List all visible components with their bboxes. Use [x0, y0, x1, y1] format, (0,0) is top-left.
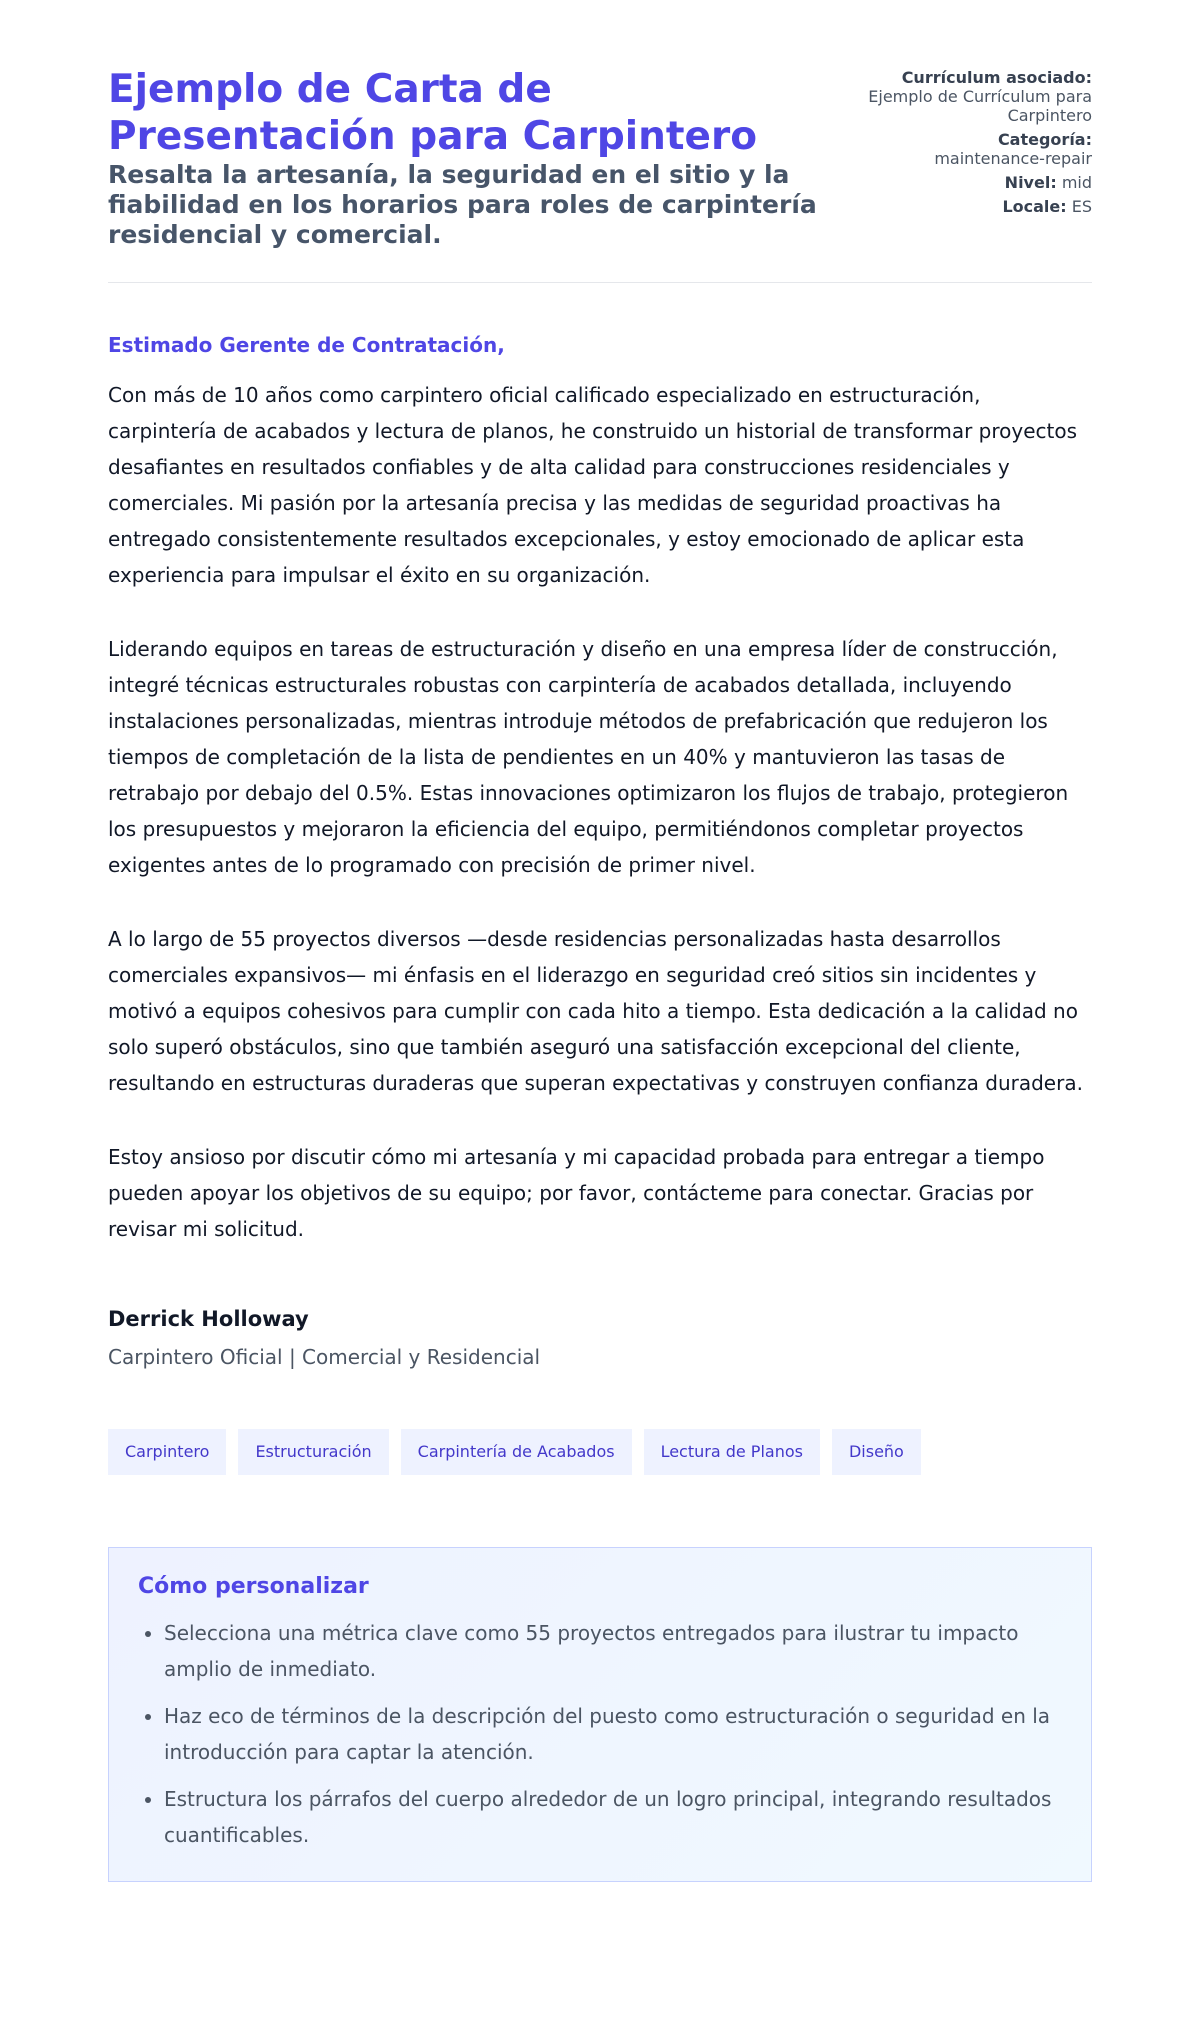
- document-header: [108, 60, 1092, 283]
- meta-level: [841, 173, 1092, 192]
- tip-item: • Selecciona una métrica clave como 55 proyectos entregados para ilustrar tu impacto amplio de inmediato.: [164, 1615, 1062, 1687]
- salutation: Estimado Gerente de Contratación,: [108, 333, 505, 357]
- tag-chip[interactable]: Carpintero: [108, 1429, 226, 1475]
- signature-name: Derrick Holloway: [108, 1307, 309, 1331]
- meta-locale-label: Locale:: [1002, 197, 1067, 216]
- tips-title: Cómo personalizar: [138, 1574, 369, 1599]
- page-subtitle: Resalta la artesanía, la seguridad en el sitio y la fiabilidad en los horarios para roles de carpintería residencial y comercial.: [108, 160, 817, 249]
- meta-locale-value: ES: [1071, 197, 1092, 216]
- meta-locale: [841, 197, 1092, 216]
- meta-category-label: Categoría:: [997, 130, 1092, 149]
- meta-resume-link[interactable]: Ejemplo de Currículum para Carpintero: [868, 87, 1092, 125]
- page-title: Ejemplo de Carta de Presentación para Carpintero: [108, 67, 757, 159]
- tip-item: • Haz eco de términos de la descripción del puesto como estructuración o seguridad en la introducción para captar la atención.: [164, 1698, 1062, 1770]
- meta-resume: [841, 68, 1092, 125]
- meta-resume-label: Currículum asociado:: [901, 68, 1092, 87]
- letter-paragraph: Con más de 10 años como carpintero oficial calificado especializado en estructuración, carpintería de acabados y lectura de planos, he construido un historial de transformar proyectos desafiantes en resultados confiables y de alta calidad para construcciones residenciales y comerciales. Mi pasión por la artesanía precisa y las medidas de seguridad proactivas ha entregado consistentemente resultados excepcionales, y estoy emocionado de aplicar esta experiencia para impulsar el éxito en su organización.: [108, 383, 1078, 587]
- tag-chip[interactable]: Lectura de Planos: [644, 1429, 820, 1475]
- tag-list: [108, 1429, 1092, 1475]
- customization-tips-box: [108, 1547, 1092, 1882]
- tag-chip[interactable]: Estructuración: [238, 1429, 388, 1475]
- meta-category-value: maintenance-repair: [934, 149, 1092, 168]
- tips-list: [138, 1615, 1062, 1853]
- tip-item: • Estructura los párrafos del cuerpo alrededor de un logro principal, integrando resultados cuantificables.: [164, 1781, 1062, 1853]
- tag-chip[interactable]: Diseño: [832, 1429, 921, 1475]
- letter-paragraph: Estoy ansioso por discutir cómo mi artesanía y mi capacidad probada para entregar a tiempo pueden apoyar los objetivos de su equipo; por favor, contácteme para conectar. Gracias por revisar mi solicitud.: [108, 1145, 1045, 1241]
- letter-paragraph: A lo largo de 55 proyectos diversos —desde residencias personalizadas hasta desarrollos comerciales expansivos— mi énfasis en el liderazgo en seguridad creó sitios sin incidentes y motivó a equipos cohesivos para cumplir con cada hito a tiempo. Esta dedicación a la calidad no solo superó obstáculos, sino que también aseguró una satisfacción excepcional del cliente, resultando en estructuras duraderas que superan expectativas y construyen confianza duradera.: [108, 927, 1083, 1095]
- tag-chip[interactable]: Carpintería de Acabados: [401, 1429, 632, 1475]
- letter-paragraph: Liderando equipos en tareas de estructuración y diseño en una empresa líder de construcción, integré técnicas estructurales robustas con carpintería de acabados detallada, incluyendo instalaciones personalizadas, mientras introduje métodos de prefabricación que redujeron los tiempos de completación de la lista de pendientes en un 40% y mantuvieron las tasas de retrabajo por debajo del 0.5%. Estas innovaciones optimizaron los flujos de trabajo, protegieron los presupuestos y mejoraron la eficiencia del equipo, permitiéndonos completar proyectos exigentes antes de lo programado con precisión de primer nivel.: [108, 637, 1069, 877]
- signature-block: [108, 1307, 1092, 1369]
- header-titles: [108, 60, 841, 250]
- meta-category: [841, 130, 1092, 168]
- meta-panel: [841, 68, 1092, 221]
- meta-level-label: Nivel:: [1004, 173, 1057, 192]
- meta-level-value: mid: [1061, 173, 1092, 192]
- letter-body: [108, 283, 1092, 1369]
- signature-title: Carpintero Oficial | Comercial y Residencial: [108, 1345, 541, 1369]
